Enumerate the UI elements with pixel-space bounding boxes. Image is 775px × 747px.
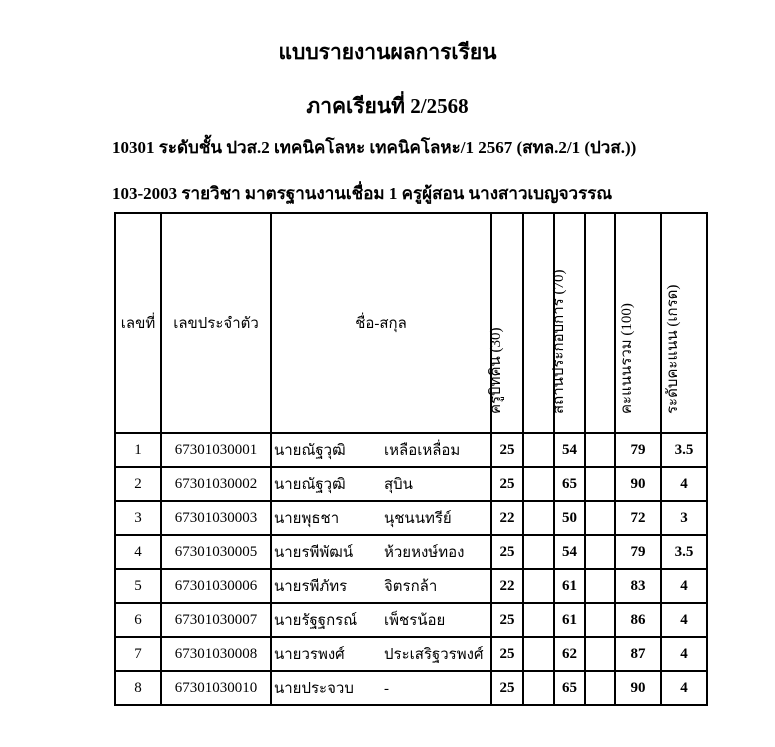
cell-blank-1 — [523, 535, 554, 569]
cell-blank-2 — [585, 535, 615, 569]
cell-last-name: นุชนนทรีย์ — [384, 511, 452, 527]
cell-student-id: 67301030007 — [161, 603, 271, 637]
cell-blank-1 — [523, 569, 554, 603]
cell-last-name: - — [384, 681, 389, 697]
cell-student-id: 67301030010 — [161, 671, 271, 705]
cell-practice: 54 — [554, 535, 585, 569]
cell-no: 2 — [115, 467, 161, 501]
cell-student-id: 67301030002 — [161, 467, 271, 501]
cell-practice: 65 — [554, 671, 585, 705]
cell-total: 83 — [615, 569, 661, 603]
cell-grade: 3.5 — [661, 535, 707, 569]
cell-blank-1 — [523, 433, 554, 467]
col-header-practice — [550, 213, 585, 433]
cell-student-id: 67301030008 — [161, 637, 271, 671]
cell-practice: 50 — [554, 501, 585, 535]
cell-blank-2 — [585, 637, 615, 671]
table-row — [115, 535, 707, 569]
cell-practice: 65 — [554, 467, 585, 501]
cell-blank-1 — [523, 501, 554, 535]
cell-no: 4 — [115, 535, 161, 569]
col-header-grade-label: ระดับคะแนน (เกรด) — [665, 284, 681, 414]
cell-no: 7 — [115, 637, 161, 671]
cell-name — [271, 467, 491, 501]
cell-first-name: นายณัฐวุฒิ — [274, 443, 346, 459]
col-header-name: ชื่อ-สกุล — [271, 213, 491, 433]
cell-grade: 4 — [661, 671, 707, 705]
cell-grade: 4 — [661, 569, 707, 603]
cell-first-name: นายรพีภัทร — [274, 579, 348, 595]
cell-grade: 4 — [661, 603, 707, 637]
cell-theory: 25 — [491, 671, 523, 705]
cell-first-name: นายรพีพัฒน์ — [274, 545, 354, 561]
cell-first-name: นายพุธชา — [274, 511, 340, 527]
col-header-total-label: คะแนนรวม (100) — [619, 303, 635, 414]
cell-blank-1 — [523, 637, 554, 671]
cell-no: 8 — [115, 671, 161, 705]
table-row — [115, 569, 707, 603]
cell-first-name: นายประจวบ — [274, 681, 354, 697]
table-row — [115, 671, 707, 705]
table-header-row — [115, 213, 707, 433]
cell-practice: 61 — [554, 569, 585, 603]
table-row — [115, 433, 707, 467]
cell-no: 5 — [115, 569, 161, 603]
cell-blank-1 — [523, 671, 554, 705]
cell-blank-2 — [585, 433, 615, 467]
cell-first-name: นายณัฐวุฒิ — [274, 477, 346, 493]
table-row — [115, 501, 707, 535]
table-row — [115, 467, 707, 501]
cell-last-name: สุบิน — [384, 477, 413, 493]
cell-name — [271, 569, 491, 603]
cell-total: 72 — [615, 501, 661, 535]
cell-blank-2 — [585, 569, 615, 603]
cell-name — [271, 671, 491, 705]
report-title: แบบรายงานผลการเรียน — [278, 40, 497, 64]
cell-total: 79 — [615, 535, 661, 569]
cell-grade: 3.5 — [661, 433, 707, 467]
cell-practice: 62 — [554, 637, 585, 671]
cell-name — [271, 501, 491, 535]
col-header-practice-label: สถานประกอบการ (70) — [550, 269, 567, 414]
cell-first-name: นายวรพงศ์ — [274, 647, 345, 663]
table-row — [115, 637, 707, 671]
cell-name — [271, 535, 491, 569]
cell-theory: 25 — [491, 535, 523, 569]
col-header-no: เลขที่ — [115, 213, 161, 433]
cell-name — [271, 603, 491, 637]
cell-no: 3 — [115, 501, 161, 535]
cell-student-id: 67301030003 — [161, 501, 271, 535]
cell-theory: 25 — [491, 637, 523, 671]
cell-grade: 4 — [661, 467, 707, 501]
cell-name — [271, 433, 491, 467]
cell-blank-2 — [585, 671, 615, 705]
col-header-grade — [661, 213, 707, 433]
col-header-theory — [488, 213, 523, 433]
col-header-theory-label: ครูบิทคิน (30) — [488, 327, 504, 414]
cell-total: 90 — [615, 671, 661, 705]
cell-theory: 25 — [491, 603, 523, 637]
cell-first-name: นายรัฐฐกรณ์ — [274, 613, 358, 629]
cell-blank-2 — [585, 603, 615, 637]
subject-info-line: 103-2003 รายวิชา มาตรฐานงานเชื่อม 1 ครูผู้สอน นางสาวเบญจวรรณ — [112, 184, 613, 203]
cell-last-name: จิตรกล้า — [384, 579, 438, 595]
cell-theory: 22 — [491, 501, 523, 535]
cell-student-id: 67301030005 — [161, 535, 271, 569]
cell-last-name: ประเสริฐวรพงศ์ — [384, 647, 484, 663]
col-header-total — [615, 213, 661, 433]
cell-total: 90 — [615, 467, 661, 501]
cell-no: 6 — [115, 603, 161, 637]
cell-theory: 25 — [491, 433, 523, 467]
term-title: ภาคเรียนที่ 2/2568 — [306, 94, 469, 118]
cell-student-id: 67301030006 — [161, 569, 271, 603]
grades-table — [114, 212, 708, 706]
cell-theory: 22 — [491, 569, 523, 603]
cell-blank-1 — [523, 467, 554, 501]
cell-last-name: เพ็ชรน้อย — [384, 613, 446, 629]
cell-practice: 54 — [554, 433, 585, 467]
cell-theory: 25 — [491, 467, 523, 501]
class-info-line: 10301 ระดับชั้น ปวส.2 เทคนิคโลหะ เทคนิคโลหะ/1 2567 (สทล.2/1 (ปวส.)) — [112, 138, 637, 157]
cell-total: 79 — [615, 433, 661, 467]
cell-grade: 4 — [661, 637, 707, 671]
cell-blank-2 — [585, 467, 615, 501]
cell-student-id: 67301030001 — [161, 433, 271, 467]
cell-last-name: ห้วยหงษ์ทอง — [384, 545, 465, 561]
cell-total: 86 — [615, 603, 661, 637]
cell-name — [271, 637, 491, 671]
cell-blank-1 — [523, 603, 554, 637]
table-row — [115, 603, 707, 637]
col-header-blank-2 — [585, 213, 615, 433]
cell-total: 87 — [615, 637, 661, 671]
cell-practice: 61 — [554, 603, 585, 637]
cell-no: 1 — [115, 433, 161, 467]
cell-last-name: เหลือเหลื่อม — [384, 443, 461, 459]
col-header-student-id: เลขประจำตัว — [161, 213, 271, 433]
cell-grade: 3 — [661, 501, 707, 535]
cell-blank-2 — [585, 501, 615, 535]
